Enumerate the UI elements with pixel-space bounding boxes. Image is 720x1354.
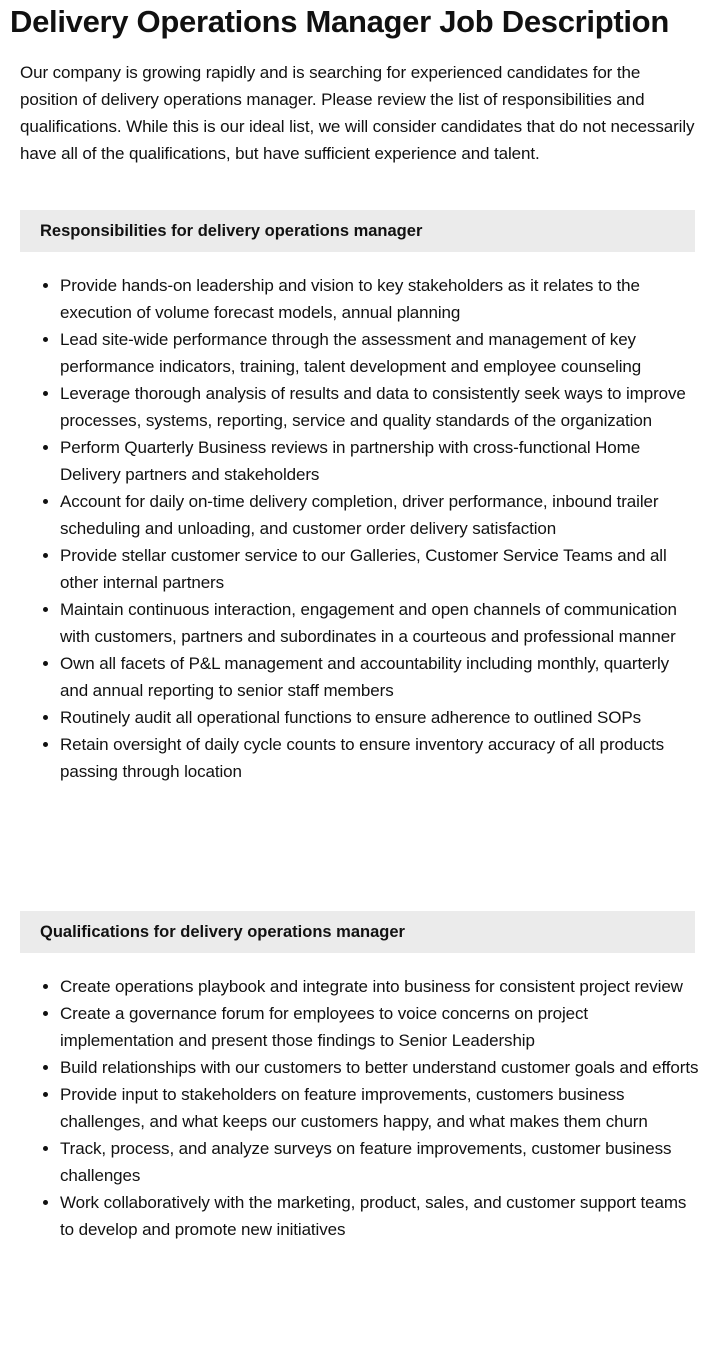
responsibilities-heading: Responsibilities for delivery operations manager bbox=[20, 210, 695, 252]
list-item: • Retain oversight of daily cycle counts to ensure inventory accuracy of all products passing through location bbox=[60, 731, 700, 785]
intro-paragraph: Our company is growing rapidly and is searching for experienced candidates for the position of delivery operations manager. Please review the list of responsibilities and qualifications. While this is our ideal list, we will consider candidates that do not necessarily have all of the qualifications, but have sufficient experience and talent. bbox=[20, 63, 695, 163]
list-item: • Perform Quarterly Business reviews in partnership with cross-functional Home Delivery partners and stakeholders bbox=[60, 434, 700, 488]
list-item: • Leverage thorough analysis of results and data to consistently seek ways to improve processes, systems, reporting, service and quality standards of the organization bbox=[60, 380, 700, 434]
list-item: • Create operations playbook and integrate into business for consistent project review bbox=[60, 973, 700, 1000]
list-item: • Provide stellar customer service to our Galleries, Customer Service Teams and all other internal partners bbox=[60, 542, 700, 596]
qualifications-list bbox=[20, 973, 700, 1243]
list-item: • Lead site-wide performance through the assessment and management of key performance indicators, training, talent development and employee counseling bbox=[60, 326, 700, 380]
list-item: • Build relationships with our customers to better understand customer goals and efforts bbox=[60, 1054, 700, 1081]
list-item: • Track, process, and analyze surveys on feature improvements, customer business challenges bbox=[60, 1135, 700, 1189]
list-item: • Own all facets of P&L management and accountability including monthly, quarterly and annual reporting to senior staff members bbox=[60, 650, 700, 704]
list-item: • Create a governance forum for employees to voice concerns on project implementation and present those findings to Senior Leadership bbox=[60, 1000, 700, 1054]
responsibilities-list bbox=[20, 272, 700, 785]
qualifications-heading: Qualifications for delivery operations manager bbox=[20, 911, 695, 953]
list-item: • Provide input to stakeholders on feature improvements, customers business challenges, and what keeps our customers happy, and what makes them churn bbox=[60, 1081, 700, 1135]
page-title: Delivery Operations Manager Job Description bbox=[10, 4, 669, 39]
list-item: • Maintain continuous interaction, engagement and open channels of communication with customers, partners and subordinates in a courteous and professional manner bbox=[60, 596, 700, 650]
list-item: • Provide hands-on leadership and vision to key stakeholders as it relates to the execution of volume forecast models, annual planning bbox=[60, 272, 700, 326]
list-item: • Routinely audit all operational functions to ensure adherence to outlined SOPs bbox=[60, 704, 700, 731]
list-item: • Account for daily on-time delivery completion, driver performance, inbound trailer scheduling and unloading, and customer order delivery satisfaction bbox=[60, 488, 700, 542]
list-item: • Work collaboratively with the marketing, product, sales, and customer support teams to develop and promote new initiatives bbox=[60, 1189, 700, 1243]
